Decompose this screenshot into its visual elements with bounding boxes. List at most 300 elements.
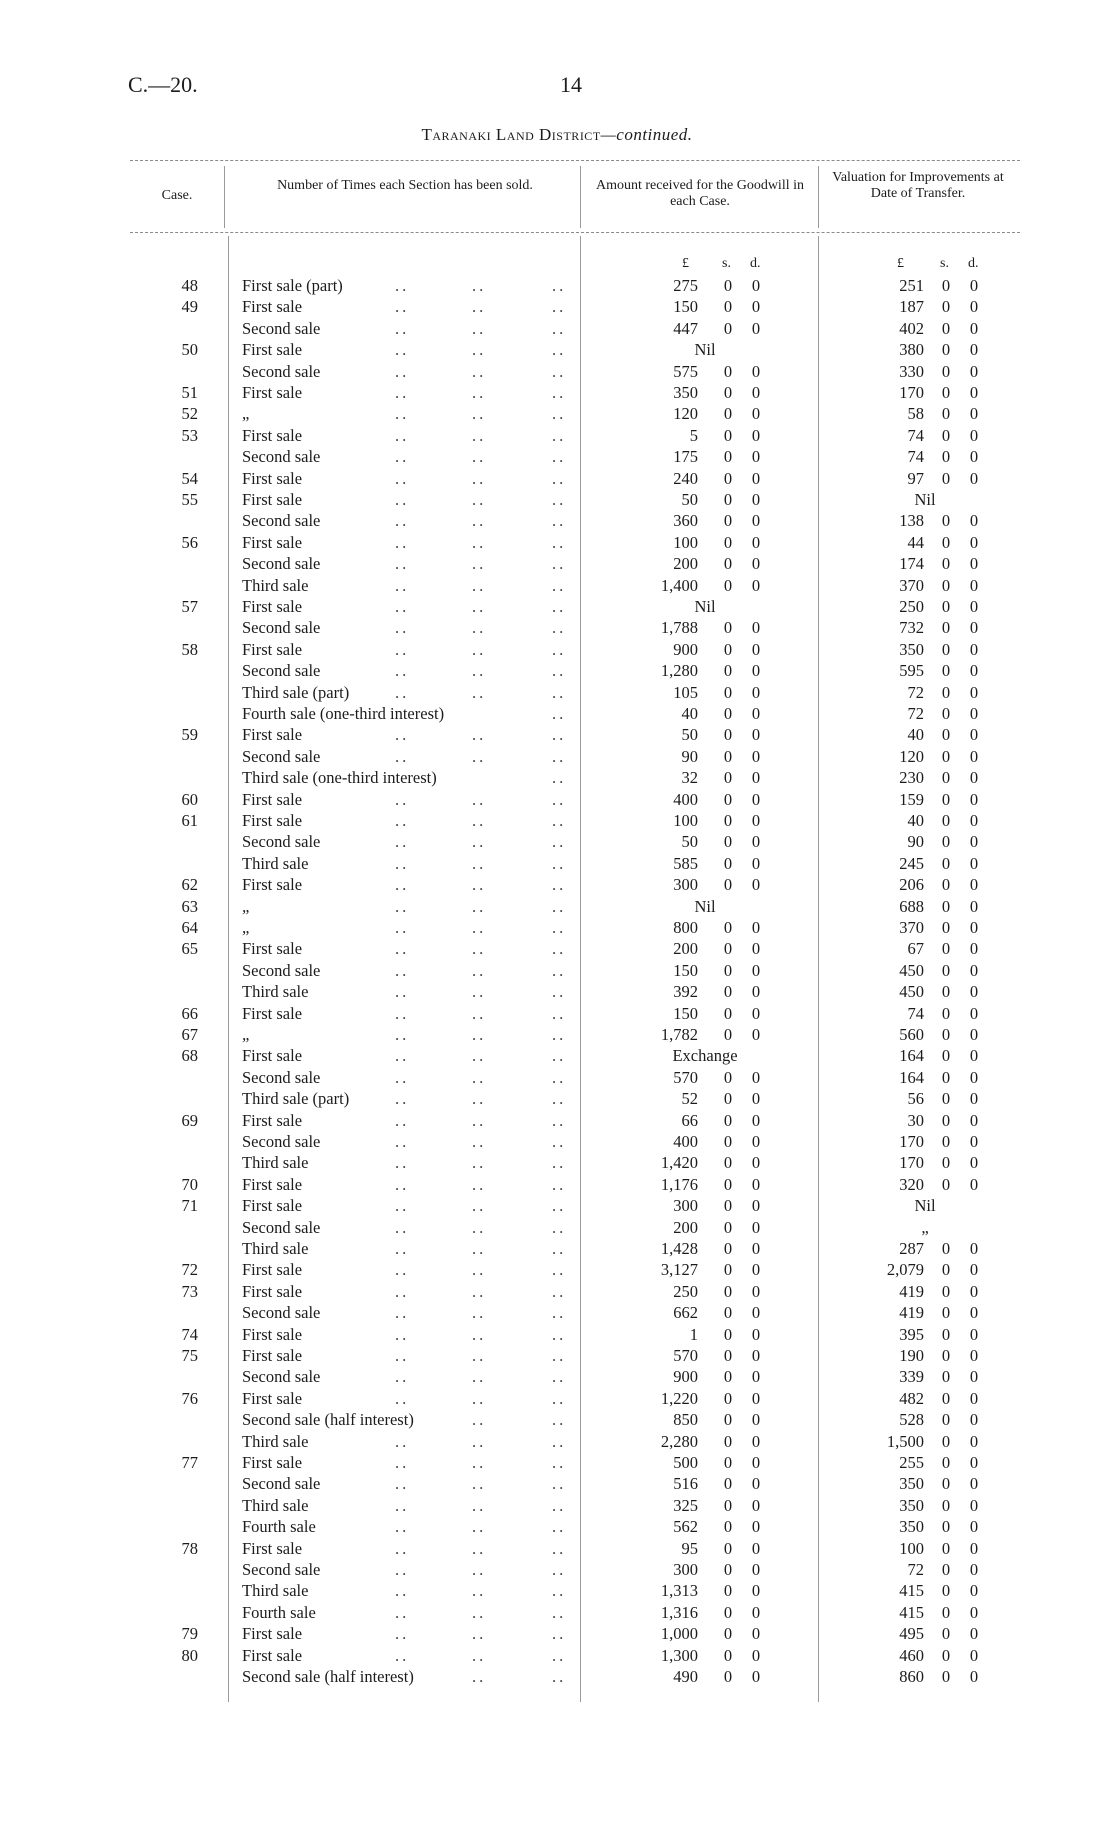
valuation-pence: 0	[969, 639, 979, 659]
goodwill-shillings: 0	[723, 1388, 733, 1408]
valuation-pounds: 339	[899, 1367, 924, 1387]
goodwill-pounds: 325	[673, 1495, 698, 1515]
goodwill-shillings: 0	[723, 1431, 733, 1451]
sale-description: Fourth sale (one-third interest)	[242, 704, 445, 723]
leader-dots: ..	[552, 1110, 567, 1130]
leader-dots: ..	[472, 832, 487, 852]
goodwill-pence: 0	[751, 383, 761, 402]
leader-dots: ..	[552, 1495, 567, 1515]
sale-description: First sale	[242, 1645, 303, 1665]
case-number: 57	[181, 597, 198, 616]
goodwill-pence: 0	[751, 404, 761, 424]
leader-dots: ..	[552, 425, 567, 445]
leader-dots: ..	[552, 532, 567, 552]
valuation-shillings: 0	[941, 1174, 951, 1194]
sale-description: First sale	[242, 1003, 303, 1023]
sale-description: „	[242, 918, 250, 937]
table-row	[0, 468, 1114, 489]
leader-dots: ..	[552, 404, 567, 424]
goodwill-pence: 0	[751, 1196, 761, 1216]
valuation-shillings: 0	[941, 661, 951, 681]
valuation-pence: 0	[969, 1025, 979, 1044]
leader-dots: ..	[472, 554, 487, 574]
goodwill-shillings: 0	[723, 811, 733, 830]
leader-dots: ..	[395, 661, 410, 681]
leader-dots: ..	[395, 1196, 410, 1216]
sale-description: Second sale	[242, 361, 321, 381]
case-number: 56	[181, 532, 198, 552]
sale-description: Second sale (half interest)	[242, 1410, 414, 1430]
leader-dots: ..	[472, 532, 487, 552]
goodwill-shillings: 0	[723, 960, 733, 980]
sale-description: Second sale	[242, 554, 321, 574]
table-row	[0, 660, 1114, 681]
sale-description: First sale	[242, 1538, 303, 1558]
leader-dots: ..	[472, 1538, 487, 1558]
leader-dots: ..	[395, 1025, 410, 1044]
valuation-shillings: 0	[941, 383, 951, 402]
goodwill-pence: 0	[751, 1110, 761, 1130]
leader-dots: ..	[552, 1174, 567, 1194]
sale-description: First sale	[242, 297, 303, 317]
case-number: 76	[181, 1388, 198, 1408]
leader-dots: ..	[552, 1453, 567, 1472]
leader-dots: ..	[552, 1281, 567, 1301]
leader-dots: ..	[395, 896, 410, 916]
valuation-pounds: 732	[899, 618, 924, 638]
goodwill-pounds: 3,127	[660, 1260, 698, 1280]
valuation-pence: 0	[969, 1581, 979, 1601]
valuation-pounds: 350	[899, 1517, 924, 1537]
goodwill-pence: 0	[751, 554, 761, 574]
leader-dots: ..	[395, 682, 410, 702]
goodwill-pence: 0	[751, 1260, 761, 1280]
goodwill-text: Exchange	[672, 1046, 738, 1066]
goodwill-shillings: 0	[723, 575, 733, 595]
table-row	[0, 1388, 1114, 1409]
goodwill-shillings: 0	[723, 1089, 733, 1109]
goodwill-pounds: 240	[673, 468, 698, 488]
valuation-pounds: 40	[907, 725, 924, 745]
leader-dots: ..	[552, 1645, 567, 1665]
document-reference: C.—20.	[128, 72, 198, 97]
goodwill-shillings: 0	[723, 1517, 733, 1537]
valuation-pence: 0	[969, 447, 979, 467]
valuation-pence: 0	[969, 1388, 979, 1408]
goodwill-pounds: 400	[673, 789, 698, 809]
sale-description: First sale	[242, 1388, 303, 1408]
leader-dots: ..	[395, 1538, 410, 1558]
table-row	[0, 1003, 1114, 1024]
sale-description: Second sale	[242, 318, 321, 338]
leader-dots: ..	[552, 1324, 567, 1344]
valuation-pence: 0	[969, 383, 979, 402]
leader-dots: ..	[395, 1474, 410, 1494]
table-row	[0, 1473, 1114, 1494]
valuation-shillings: 0	[941, 1388, 951, 1408]
leader-dots: ..	[395, 1046, 410, 1066]
goodwill-pounds: 120	[673, 404, 698, 424]
goodwill-pence: 0	[751, 1303, 761, 1323]
case-number: 61	[181, 811, 198, 830]
header-divider	[818, 166, 819, 228]
table-row	[0, 553, 1114, 574]
goodwill-shillings: 0	[723, 1453, 733, 1472]
table-row	[0, 746, 1114, 767]
leader-dots: ..	[472, 725, 487, 745]
goodwill-pounds: 100	[673, 811, 698, 830]
sale-description: First sale	[242, 789, 303, 809]
valuation-pounds: 595	[899, 661, 924, 681]
valuation-pounds: 159	[899, 789, 924, 809]
case-number: 79	[181, 1624, 198, 1644]
leader-dots: ..	[552, 1067, 567, 1087]
leader-dots: ..	[552, 853, 567, 873]
goodwill-pence: 0	[751, 1025, 761, 1044]
goodwill-pence: 0	[751, 789, 761, 809]
leader-dots: ..	[552, 468, 567, 488]
goodwill-pounds: 1,300	[660, 1645, 698, 1665]
valuation-pence: 0	[969, 1110, 979, 1130]
leader-dots: ..	[395, 468, 410, 488]
leader-dots: ..	[472, 618, 487, 638]
leader-dots: ..	[472, 960, 487, 980]
valuation-shillings: 0	[941, 1303, 951, 1323]
leader-dots: ..	[472, 1046, 487, 1066]
goodwill-pence: 0	[751, 318, 761, 338]
column-header-times-sold: Number of Times each Section has been sold.	[277, 178, 533, 193]
case-number: 75	[181, 1346, 198, 1365]
goodwill-shillings: 0	[723, 1303, 733, 1323]
leader-dots: ..	[552, 1517, 567, 1537]
valuation-pounds: 560	[899, 1025, 924, 1044]
leader-dots: ..	[472, 1495, 487, 1515]
leader-dots: ..	[472, 276, 487, 295]
leader-dots: ..	[552, 875, 567, 895]
goodwill-shillings: 0	[723, 1538, 733, 1558]
valuation-shillings: 0	[941, 1046, 951, 1066]
goodwill-pounds-unit: £	[682, 256, 689, 271]
valuation-pence: 0	[969, 1474, 979, 1494]
table-row	[0, 1645, 1114, 1666]
table-row	[0, 1067, 1114, 1088]
valuation-pounds: 395	[899, 1324, 924, 1344]
leader-dots: ..	[395, 1067, 410, 1087]
goodwill-pence: 0	[751, 768, 761, 788]
valuation-pounds: 320	[899, 1174, 924, 1194]
valuation-shillings: 0	[941, 1324, 951, 1344]
valuation-pence: 0	[969, 597, 979, 616]
goodwill-pounds: 275	[673, 276, 698, 295]
goodwill-pounds: 490	[673, 1667, 698, 1686]
table-row	[0, 1559, 1114, 1580]
goodwill-shillings: 0	[723, 1367, 733, 1387]
goodwill-shillings: 0	[723, 468, 733, 488]
leader-dots: ..	[395, 1174, 410, 1194]
goodwill-pence: 0	[751, 725, 761, 745]
case-number: 55	[181, 490, 198, 509]
valuation-pence: 0	[969, 1453, 979, 1472]
header-bottom-rule	[130, 232, 1020, 233]
goodwill-pence: 0	[751, 1453, 761, 1472]
leader-dots: ..	[552, 1474, 567, 1494]
goodwill-shillings: 0	[723, 682, 733, 702]
leader-dots: ..	[552, 554, 567, 574]
goodwill-pounds: 1,428	[660, 1239, 698, 1258]
valuation-shillings-unit: s.	[940, 256, 949, 271]
table-row	[0, 1152, 1114, 1173]
goodwill-pounds: 800	[673, 918, 698, 937]
leader-dots: ..	[552, 1089, 567, 1109]
case-number: 48	[181, 276, 198, 295]
leader-dots: ..	[395, 404, 410, 424]
table-row	[0, 810, 1114, 831]
leader-dots: ..	[472, 1431, 487, 1451]
goodwill-shillings: 0	[723, 1667, 733, 1686]
leader-dots: ..	[552, 639, 567, 659]
valuation-shillings: 0	[941, 1003, 951, 1023]
table-row	[0, 575, 1114, 596]
table-row	[0, 1174, 1114, 1195]
valuation-pounds: 415	[899, 1581, 924, 1601]
goodwill-pounds: 175	[673, 447, 698, 467]
table-row	[0, 425, 1114, 446]
leader-dots: ..	[472, 297, 487, 317]
sale-description: Third sale	[242, 1153, 309, 1173]
valuation-pounds: 74	[907, 425, 924, 445]
valuation-shillings: 0	[941, 1346, 951, 1365]
valuation-pence: 0	[969, 1046, 979, 1066]
valuation-pounds: 350	[899, 1474, 924, 1494]
valuation-pence: 0	[969, 1602, 979, 1622]
goodwill-pounds: 200	[673, 554, 698, 574]
sale-description: Second sale	[242, 618, 321, 638]
valuation-pence: 0	[969, 1645, 979, 1665]
goodwill-pence: 0	[751, 532, 761, 552]
valuation-pence: 0	[969, 1346, 979, 1365]
valuation-pence: 0	[969, 340, 979, 360]
leader-dots: ..	[472, 1410, 487, 1430]
valuation-pence: 0	[969, 789, 979, 809]
table-row	[0, 339, 1114, 360]
table-row	[0, 724, 1114, 745]
leader-dots: ..	[472, 982, 487, 1002]
leader-dots: ..	[472, 425, 487, 445]
table-row	[0, 1623, 1114, 1644]
valuation-pence: 0	[969, 725, 979, 745]
sale-description: First sale	[242, 1196, 303, 1216]
leader-dots: ..	[552, 1346, 567, 1365]
valuation-shillings: 0	[941, 297, 951, 317]
valuation-shillings: 0	[941, 1624, 951, 1644]
goodwill-pence: 0	[751, 511, 761, 531]
leader-dots: ..	[552, 1132, 567, 1151]
valuation-shillings: 0	[941, 939, 951, 959]
goodwill-pounds: 95	[681, 1538, 698, 1558]
sale-description: „	[242, 896, 250, 916]
valuation-pence: 0	[969, 1174, 979, 1194]
valuation-pounds: 72	[907, 682, 924, 702]
leader-dots: ..	[472, 639, 487, 659]
leader-dots: ..	[472, 1174, 487, 1194]
header-divider	[580, 166, 581, 228]
leader-dots: ..	[395, 918, 410, 937]
goodwill-shillings: 0	[723, 768, 733, 788]
goodwill-shillings: 0	[723, 704, 733, 723]
goodwill-shillings: 0	[723, 554, 733, 574]
valuation-pounds: 187	[899, 297, 924, 317]
leader-dots: ..	[395, 1003, 410, 1023]
leader-dots: ..	[552, 1667, 567, 1686]
valuation-pounds: 255	[899, 1453, 924, 1472]
case-number: 62	[181, 875, 198, 895]
table-row	[0, 1259, 1114, 1280]
table-row	[0, 1217, 1114, 1238]
table-row	[0, 361, 1114, 382]
leader-dots: ..	[552, 939, 567, 959]
goodwill-shillings: 0	[723, 661, 733, 681]
leader-dots: ..	[552, 789, 567, 809]
valuation-shillings: 0	[941, 1474, 951, 1494]
goodwill-shillings: 0	[723, 1645, 733, 1665]
sale-description: First sale	[242, 1346, 303, 1365]
goodwill-pence: 0	[751, 960, 761, 980]
case-number: 74	[181, 1324, 198, 1344]
leader-dots: ..	[395, 1217, 410, 1237]
valuation-pounds: 370	[899, 918, 924, 937]
leader-dots: ..	[552, 1303, 567, 1323]
leader-dots: ..	[395, 490, 410, 509]
goodwill-pence: 0	[751, 468, 761, 488]
leader-dots: ..	[472, 575, 487, 595]
goodwill-pence: 0	[751, 1003, 761, 1023]
leader-dots: ..	[552, 1196, 567, 1216]
valuation-pence: 0	[969, 682, 979, 702]
table-row	[0, 1045, 1114, 1066]
valuation-pence-unit: d.	[968, 256, 979, 271]
leader-dots: ..	[472, 1346, 487, 1365]
table-row	[0, 1666, 1114, 1687]
case-number: 70	[181, 1174, 198, 1194]
leader-dots: ..	[552, 1367, 567, 1387]
valuation-pence: 0	[969, 1153, 979, 1173]
case-number: 68	[181, 1046, 198, 1066]
column-header-goodwill: Amount received for the Goodwill in each Case.	[595, 178, 804, 209]
valuation-pounds: 495	[899, 1624, 924, 1644]
table-row	[0, 1580, 1114, 1601]
leader-dots: ..	[552, 832, 567, 852]
valuation-shillings: 0	[941, 340, 951, 360]
valuation-pence: 0	[969, 297, 979, 317]
sale-description: First sale	[242, 725, 303, 745]
leader-dots: ..	[395, 725, 410, 745]
valuation-shillings: 0	[941, 1667, 951, 1686]
sale-description: Second sale	[242, 1560, 321, 1579]
valuation-pounds: 1,500	[886, 1431, 924, 1451]
leader-dots: ..	[472, 939, 487, 959]
goodwill-pounds: 360	[673, 511, 698, 531]
sale-description: First sale	[242, 1174, 303, 1194]
goodwill-shillings: 0	[723, 1132, 733, 1151]
valuation-pounds: 460	[899, 1645, 924, 1665]
table-row	[0, 960, 1114, 981]
valuation-shillings: 0	[941, 1260, 951, 1280]
valuation-pence: 0	[969, 554, 979, 574]
goodwill-pence: 0	[751, 618, 761, 638]
sale-description: First sale	[242, 1453, 303, 1472]
sale-description: Second sale	[242, 447, 321, 467]
leader-dots: ..	[395, 618, 410, 638]
goodwill-pounds: 400	[673, 1132, 698, 1151]
goodwill-shillings: 0	[723, 318, 733, 338]
valuation-shillings: 0	[941, 704, 951, 723]
goodwill-pence: 0	[751, 447, 761, 467]
goodwill-pence: 0	[751, 575, 761, 595]
leader-dots: ..	[395, 1581, 410, 1601]
goodwill-pence: 0	[751, 875, 761, 895]
goodwill-pence: 0	[751, 1474, 761, 1494]
valuation-shillings: 0	[941, 1281, 951, 1301]
column-header-valuation: Valuation for Improvements at Date of Transfer.	[832, 170, 1004, 201]
sale-description: Second sale	[242, 1217, 321, 1237]
leader-dots: ..	[552, 597, 567, 616]
leader-dots: ..	[395, 1132, 410, 1151]
goodwill-shillings: 0	[723, 1153, 733, 1173]
valuation-shillings: 0	[941, 1089, 951, 1109]
goodwill-shillings: 0	[723, 982, 733, 1002]
valuation-shillings: 0	[941, 554, 951, 574]
table-row	[0, 596, 1114, 617]
case-number: 58	[181, 639, 198, 659]
valuation-pence: 0	[969, 404, 979, 424]
goodwill-pence: 0	[751, 1281, 761, 1301]
valuation-shillings: 0	[941, 1132, 951, 1151]
table-row	[0, 1131, 1114, 1152]
goodwill-pounds: 300	[673, 875, 698, 895]
valuation-shillings: 0	[941, 789, 951, 809]
sale-description: Third sale (part)	[242, 1089, 350, 1109]
leader-dots: ..	[472, 1239, 487, 1258]
valuation-shillings: 0	[941, 725, 951, 745]
valuation-pounds: 56	[907, 1089, 924, 1109]
valuation-pounds: 90	[907, 832, 924, 852]
goodwill-pence: 0	[751, 1495, 761, 1515]
goodwill-pence: 0	[751, 1174, 761, 1194]
case-number: 64	[181, 918, 198, 937]
goodwill-shillings: 0	[723, 1495, 733, 1515]
case-number: 78	[181, 1538, 198, 1558]
leader-dots: ..	[395, 554, 410, 574]
sale-description: Third sale (part)	[242, 682, 350, 702]
table-row	[0, 1409, 1114, 1430]
goodwill-shillings: 0	[723, 383, 733, 402]
leader-dots: ..	[552, 511, 567, 531]
case-number: 71	[181, 1196, 198, 1216]
goodwill-pounds: 575	[673, 361, 698, 381]
goodwill-pounds: 1,316	[660, 1602, 698, 1622]
leader-dots: ..	[472, 746, 487, 766]
goodwill-pence: 0	[751, 746, 761, 766]
goodwill-pounds: 40	[681, 704, 698, 723]
valuation-pence: 0	[969, 960, 979, 980]
table-row	[0, 639, 1114, 660]
goodwill-pence: 0	[751, 1153, 761, 1173]
valuation-pence: 0	[969, 276, 979, 295]
leader-dots: ..	[472, 896, 487, 916]
leader-dots: ..	[552, 768, 567, 788]
leader-dots: ..	[472, 1667, 487, 1686]
sale-description: Third sale	[242, 1495, 309, 1515]
